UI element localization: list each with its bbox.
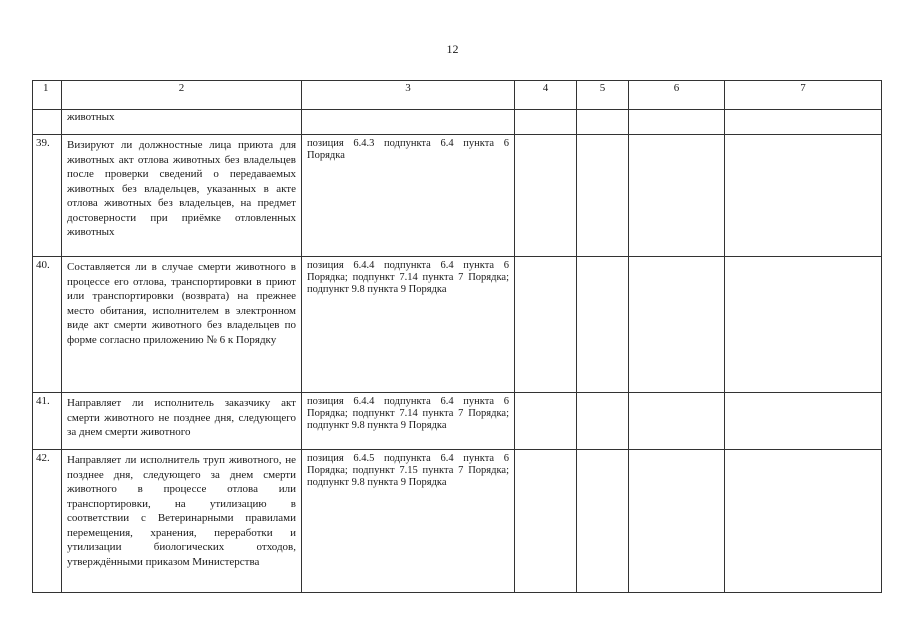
column-header: 7: [725, 81, 882, 110]
column-header: 6: [629, 81, 725, 110]
empty-cell: [515, 110, 577, 135]
empty-cell: [577, 110, 629, 135]
table-row: [33, 393, 882, 450]
row-number: 40.: [33, 257, 62, 393]
empty-cell: [515, 450, 577, 593]
checklist-table: [32, 80, 882, 593]
empty-cell: [577, 135, 629, 257]
empty-cell: [629, 393, 725, 450]
table-row: [33, 257, 882, 393]
empty-cell: [629, 110, 725, 135]
row-number: [33, 110, 62, 135]
table-row: [33, 135, 882, 257]
legal-reference: позиция 6.4.3 подпункта 6.4 пункта 6 Порядка: [302, 135, 515, 257]
empty-cell: [515, 135, 577, 257]
row-number: 39.: [33, 135, 62, 257]
row-number: 42.: [33, 450, 62, 593]
table-row: [33, 110, 882, 135]
empty-cell: [725, 110, 882, 135]
empty-cell: [725, 257, 882, 393]
question-text: Визируют ли должностные лица приюта для животных акт отлова животных без владельцев после проверки сведений о передаваемых животных без владельцев, указанных в акте отлова животных без владельцев, на предмет достоверности при приёмке отловленных животных: [62, 135, 302, 257]
empty-cell: [725, 450, 882, 593]
question-text: Направляет ли исполнитель заказчику акт смерти животного не позднее дня, следующего за днем смерти животного: [62, 393, 302, 450]
column-header: 4: [515, 81, 577, 110]
legal-reference: [302, 110, 515, 135]
empty-cell: [629, 135, 725, 257]
table-row: [33, 450, 882, 593]
empty-cell: [577, 450, 629, 593]
row-number: 41.: [33, 393, 62, 450]
question-text: Составляется ли в случае смерти животного в процессе его отлова, транспортировки в приют или транспортировки (возврата) на прежнее место обитания, исполнителем в электронном виде акт смерти животного без владельцев по форме согласно приложению № 6 к Порядку: [62, 257, 302, 393]
page-number: 12: [446, 42, 459, 56]
empty-cell: [629, 450, 725, 593]
question-text: Направляет ли исполнитель труп животного, не позднее дня, следующего за днем смерти животного в процессе отлова или транспортировки, на утилизацию в соответствии с Ветеринарными правилами перемещения, хранения, переработки и утилизации биологических отходов, утверждёнными приказом Министерства: [62, 450, 302, 593]
empty-cell: [577, 393, 629, 450]
empty-cell: [515, 393, 577, 450]
legal-reference: позиция 6.4.5 подпункта 6.4 пункта 6 Порядка; подпункт 7.15 пункта 7 Порядка; подпункт 9.8 пункта 9 Порядка: [302, 450, 515, 593]
empty-cell: [515, 257, 577, 393]
empty-cell: [725, 135, 882, 257]
column-header: 1: [33, 81, 62, 110]
empty-cell: [725, 393, 882, 450]
question-text: животных: [62, 110, 302, 135]
column-header: 2: [62, 81, 302, 110]
column-header: 3: [302, 81, 515, 110]
column-header: 5: [577, 81, 629, 110]
legal-reference: позиция 6.4.4 подпункта 6.4 пункта 6 Порядка; подпункт 7.14 пункта 7 Порядка; подпункт 9.8 пункта 9 Порядка: [302, 257, 515, 393]
empty-cell: [577, 257, 629, 393]
header-row: [33, 81, 882, 110]
empty-cell: [629, 257, 725, 393]
legal-reference: позиция 6.4.4 подпункта 6.4 пункта 6 Порядка; подпункт 7.14 пункта 7 Порядка; подпункт 9.8 пункта 9 Порядка: [302, 393, 515, 450]
